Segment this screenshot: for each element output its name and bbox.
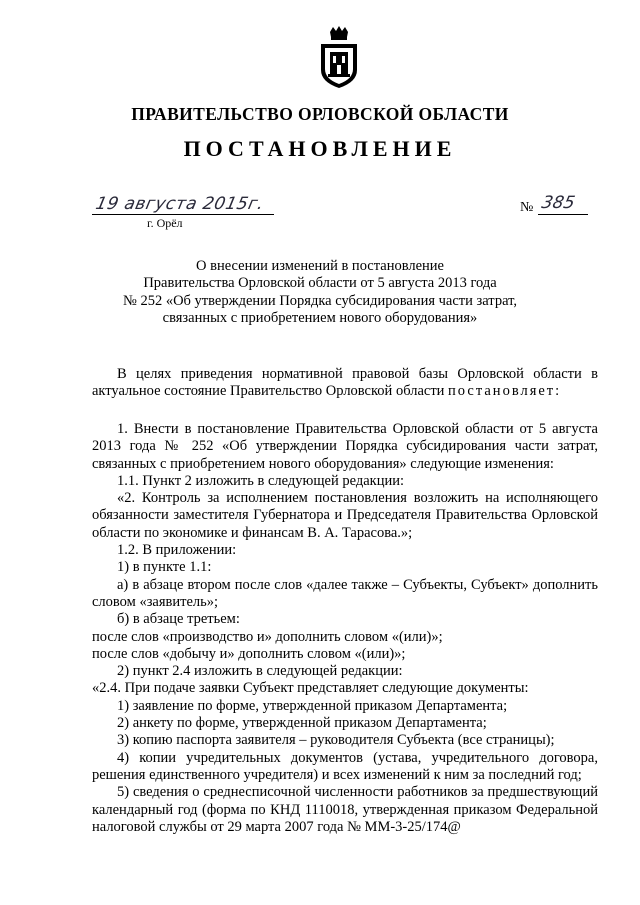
paragraph: б) в абзаце третьем: xyxy=(117,611,240,628)
date-underline xyxy=(92,214,274,215)
paragraph: 1.2. В приложении: xyxy=(117,542,237,559)
subject-line: № 252 «Об утверждении Порядка субсидирования части затрат, xyxy=(122,292,518,309)
paragraph: 1) в пункте 1.1: xyxy=(117,559,212,576)
paragraph: 2) пункт 2.4 изложить в следующей редакции: xyxy=(117,663,403,680)
paragraph: «2.4. При подаче заявки Субъект представляет следующие документы: xyxy=(92,680,529,697)
handwritten-date: 19 августа 2015г. xyxy=(93,194,266,214)
paragraph: а) в абзаце втором после слов «далее также – Субъекты, Субъект» дополнить словом «заявитель»; xyxy=(92,576,598,610)
subject-line: связанных с приобретением нового оборудования» xyxy=(162,309,478,326)
government-name: ПРАВИТЕЛЬСТВО ОРЛОВСКОЙ ОБЛАСТИ xyxy=(131,104,509,124)
paragraph: 1. Внести в постановление Правительства Орловской области от 5 августа 2013 года № 252 «Об утверждении Порядка субсидирования части затрат, связанных с приобретением нового оборудования» следующие изменения: xyxy=(92,421,598,472)
number-underline xyxy=(538,214,588,215)
subject-line: О внесении изменений в постановление xyxy=(196,258,444,274)
resolves-word: постановляет: xyxy=(448,383,562,400)
preamble-text: В целях приведения нормативной правовой базы Орловской области в актуальное состояние Правительство Орловской области xyxy=(92,366,598,400)
document-type: ПОСТАНОВЛЕНИЕ xyxy=(183,136,457,161)
preamble-paragraph xyxy=(92,366,598,401)
document-subject xyxy=(120,258,520,327)
city-label: г. Орёл xyxy=(147,216,183,230)
paragraph: после слов «производство и» дополнить словом «(или)»; xyxy=(92,628,443,645)
preamble xyxy=(92,366,598,401)
handwritten-number: 385 xyxy=(539,193,577,213)
paragraph: 1.1. Пункт 2 изложить в следующей редакции: xyxy=(117,472,405,489)
coat-of-arms-icon xyxy=(318,24,360,90)
subject-line: Правительства Орловской области от 5 августа 2013 года xyxy=(143,275,497,292)
paragraph: «2. Контроль за исполнением постановления возложить на исполняющего обязанности заместителя Губернатора и Председателя Правительства Орловской области по экономике и финансам В. А. Тарасова.»; xyxy=(92,490,598,541)
document-body xyxy=(92,421,598,836)
paragraph: 3) копию паспорта заявителя – руководителя Субъекта (все страницы); xyxy=(117,732,555,749)
paragraph: 5) сведения о среднесписочной численности работников за предшествующий календарный год (форма по КНД 1110018, утвержденная приказом Федеральной налоговой службы от 29 марта 2007 года № ММ-3-25/174@ xyxy=(92,784,598,835)
number-label: № xyxy=(520,200,534,215)
paragraph: 2) анкету по форме, утвержденной приказом Департамента; xyxy=(117,715,487,732)
paragraph: 4) копии учредительных документов (устава, учредительного договора, решения единственного учредителя) и всех изменений к ним за последний год; xyxy=(92,749,598,783)
paragraph: 1) заявление по форме, утвержденной приказом Департамента; xyxy=(117,697,508,714)
paragraph: после слов «добычу и» дополнить словом «(или)»; xyxy=(92,645,406,662)
